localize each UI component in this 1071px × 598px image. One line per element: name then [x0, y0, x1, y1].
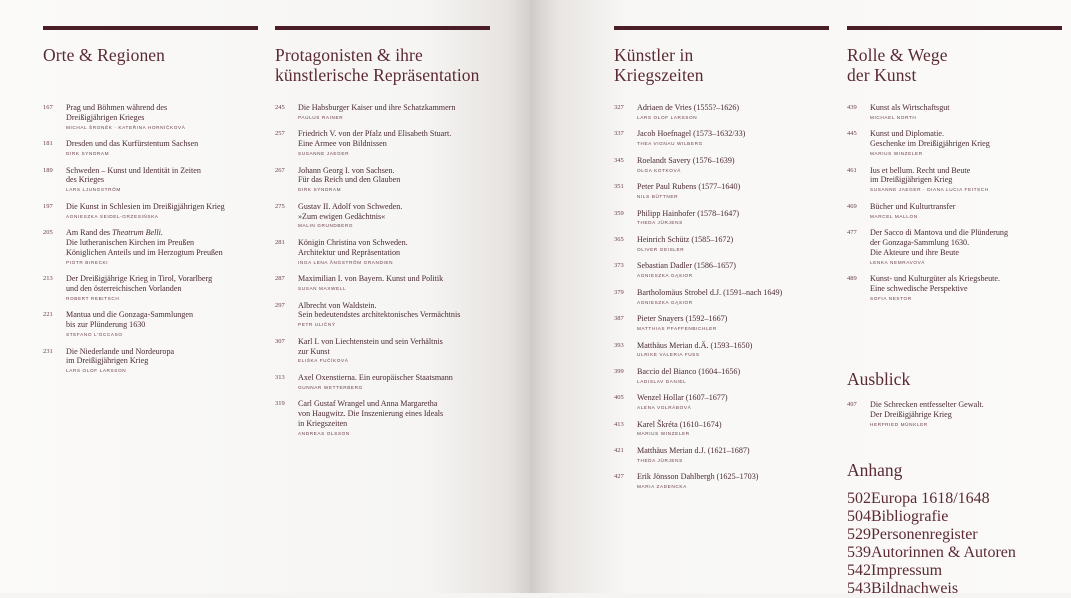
entry-title: Bücher und Kulturtransfer	[870, 201, 956, 211]
page-number: 379	[614, 288, 624, 296]
toc-entry[interactable]	[43, 228, 258, 264]
entry-title: Impressum	[871, 562, 943, 579]
section-heading: Rolle & Wege der Kunst	[847, 45, 948, 85]
page-number: 267	[275, 166, 285, 174]
toc-entry[interactable]	[614, 288, 829, 305]
entry-title: Bartholomäus Strobel d.J. (1591–nach 1649)	[637, 287, 783, 297]
page-number: 197	[43, 202, 53, 210]
entry-author: LENKA NEMRAVOVÁ	[870, 259, 926, 265]
toc-entry[interactable]	[847, 228, 1062, 264]
toc-entry[interactable]	[847, 202, 1062, 219]
toc-column-kuenstler	[614, 26, 829, 490]
anhang-item[interactable]	[847, 544, 1016, 562]
toc-entry[interactable]	[614, 129, 829, 146]
page-number: 399	[614, 367, 624, 375]
entry-author: LARS OLOF LARSSON	[66, 368, 127, 374]
section-heading: Anhang	[847, 460, 903, 480]
entry-author: OLIVER GEISLER	[637, 246, 685, 252]
anhang-list	[847, 490, 1016, 598]
entry-title: Europa 1618/1648	[871, 490, 990, 507]
toc-entry[interactable]	[614, 446, 829, 463]
entry-title: Axel Oxenstierna. Ein europäischer Staatsmann	[298, 372, 453, 382]
entry-author: ELIŠKA FUČÍKOVÁ	[298, 358, 349, 364]
entry-author: MARIA ZADENCKA	[637, 484, 687, 490]
entry-title: Der Dreißigjährige Krieg in Tirol, Vorarlberg und den österreichischen Vorlanden	[66, 274, 213, 293]
page-number: 275	[275, 202, 285, 210]
entry-author: ROBERT REBITSCH	[66, 295, 120, 301]
entry-author: AGNIESZKA GĄSIOR	[637, 273, 693, 279]
toc-entry[interactable]	[275, 301, 490, 328]
entry-title: Personenregister	[871, 526, 978, 543]
entry-author: DIRK SYNDRAM	[298, 187, 342, 193]
section-heading: Protagonisten & ihre künstlerische Repräsentation	[275, 45, 480, 85]
toc-entry[interactable]	[43, 310, 258, 337]
section-heading: Orte & Regionen	[43, 45, 166, 65]
toc-entry[interactable]	[847, 129, 1062, 156]
page-number: 504	[847, 508, 871, 525]
entry-title: Kunst- und Kulturgüter als Kriegsbeute. Eine schwedische Perspektive	[870, 274, 1001, 293]
page-number: 307	[275, 337, 285, 345]
section-heading: Ausblick	[847, 369, 911, 389]
entry-author: HERFRIED MÜNKLER	[870, 421, 928, 427]
page-number: 373	[614, 262, 624, 270]
entry-title: Friedrich V. von der Pfalz und Elisabeth Stuart. Eine Armee von Bildnissen	[298, 129, 452, 149]
entry-title: Albrecht von Waldstein. Sein bedeutendstes architektonisches Vermächtnis	[298, 300, 461, 320]
entry-title: Adriaen de Vries (1555?–1626)	[637, 103, 740, 112]
entry-title: Dresden und das Kurfürstentum Sachsen	[66, 139, 199, 149]
entry-title: Bildnachweis	[871, 580, 959, 597]
toc-entry[interactable]	[275, 103, 490, 120]
entry-title: Die Habsburger Kaiser und ihre Schatzkammern	[298, 103, 456, 112]
entry-author: INGA LENA ÅNGSTRÖM GRANDIEN	[298, 259, 394, 265]
section-heading: Künstler in Kriegszeiten	[614, 45, 704, 85]
page-number: 213	[43, 275, 53, 283]
toc-entry[interactable]	[275, 399, 490, 435]
entry-title: Karel Škréta (1610–1674)	[637, 419, 722, 429]
entry-title: Pieter Snayers (1592–1667)	[637, 314, 728, 324]
entry-author: DIRK SYNDRAM	[66, 150, 110, 156]
entry-title: Philipp Hainhofer (1578–1647)	[637, 208, 740, 218]
entry-author: MATTHIAS PFAFFENBICHLER	[637, 325, 717, 331]
entry-title: Die Niederlande und Nordeuropa im Dreißigjährigen Krieg	[66, 346, 175, 366]
page-number: 502	[847, 490, 871, 507]
toc-entry[interactable]	[614, 156, 829, 173]
page-number: 477	[847, 229, 857, 237]
entry-title: Autorinnen & Autoren	[871, 544, 1016, 561]
toc-column-orte	[43, 26, 258, 374]
toc-entry[interactable]	[847, 400, 984, 427]
toc-entry[interactable]	[275, 202, 490, 229]
section-rule	[847, 26, 1062, 30]
toc-entry[interactable]	[43, 103, 258, 130]
entry-title: Maximilian I. von Bayern. Kunst und Politik	[298, 274, 444, 284]
toc-entry[interactable]	[614, 314, 829, 331]
entry-title: Prag und Böhmen während des Dreißigjährigen Krieges	[66, 103, 168, 122]
entry-author: LARS LJUNGSTRÖM	[66, 187, 121, 193]
entry-author: ALENA VOLRÁBOVÁ	[637, 405, 692, 411]
entry-title: Bibliografie	[871, 508, 949, 525]
entry-title: Schweden – Kunst und Identität in Zeiten des Krieges	[66, 165, 201, 185]
page-number: 421	[614, 447, 624, 455]
entry-title: Peter Paul Rubens (1577–1640)	[637, 182, 741, 192]
entry-title: Ius et bellum. Recht und Beute im Dreißigjährigen Krieg	[870, 165, 971, 185]
page-number: 461	[847, 166, 857, 174]
entry-author: SUSANNE JAEGER	[298, 150, 350, 156]
entry-title: Carl Gustaf Wrangel und Anna Margaretha von Haugwitz. Die Inszenierung eines Ideals in Kriegszeiten	[298, 399, 444, 428]
page-number: 313	[275, 373, 285, 381]
page-number: 221	[43, 311, 53, 319]
toc-entry[interactable]	[43, 347, 258, 374]
anhang-item[interactable]	[847, 490, 1016, 508]
entry-title	[66, 228, 258, 257]
toc-entry[interactable]	[614, 182, 829, 199]
toc-entry[interactable]	[275, 274, 490, 291]
entry-title-italic: Theatrum Belli.	[112, 228, 163, 238]
page-number: 319	[275, 400, 285, 408]
page-number: 281	[275, 238, 285, 246]
entry-author: SUSAN MAXWELL	[298, 285, 347, 291]
page-number: 231	[43, 347, 53, 355]
page-number: 167	[43, 104, 53, 111]
toc-entry[interactable]	[43, 202, 258, 219]
entry-author: MARCEL MALLON	[870, 213, 918, 219]
entry-title: Johann Georg I. von Sachsen. Für das Reich und den Glauben	[298, 165, 401, 185]
entries-list	[847, 103, 1062, 310]
page-number: 497	[847, 401, 857, 408]
toc-entry[interactable]	[275, 373, 490, 390]
entry-title: Königin Christina von Schweden. Architektur und Repräsentation	[298, 237, 408, 257]
toc-entry[interactable]	[614, 367, 829, 384]
entry-author: STEFANO L'OCCASO	[66, 331, 123, 337]
page-number: 529	[847, 526, 871, 543]
page-number: 469	[847, 202, 857, 210]
entry-title: Karl I. von Liechtenstein und sein Verhältnis zur Kunst	[298, 336, 443, 356]
entry-author: AGNIESZKA SEIDEL-GRZESIŃSKA	[66, 213, 159, 219]
entry-title-rest: Die lutheranischen Kirchen im Preußen Königlichen Anteils und im Herzogtum Preußen	[66, 237, 223, 257]
entries-list	[275, 103, 490, 445]
entry-author: SOFIA NESTOR	[870, 295, 912, 301]
toc-entry[interactable]	[847, 103, 1062, 120]
page-number: 489	[847, 275, 857, 283]
entries-list	[43, 103, 258, 383]
anhang-item[interactable]	[847, 580, 1016, 598]
page-number: 542	[847, 562, 871, 579]
entry-title: Gustav II. Adolf von Schweden. »Zum ewigen Gedächtnis«	[298, 201, 403, 221]
entry-title: Wenzel Hollar (1607–1677)	[637, 393, 728, 403]
toc-entry[interactable]	[614, 472, 829, 489]
section-rule	[43, 26, 258, 30]
entry-author: ULRIKE VALERIA FUSS	[637, 352, 700, 358]
page-number: 427	[614, 473, 624, 481]
entry-author: THEA VIGNAU WILBERG	[637, 141, 703, 147]
toc-entry[interactable]	[847, 274, 1062, 301]
page-number: 287	[275, 275, 285, 283]
toc-entry[interactable]	[614, 103, 829, 120]
entry-title: Matthäus Merian d.Ä. (1593–1650)	[637, 340, 753, 350]
entry-title: Die Kunst in Schlesien im Dreißigjährigen Krieg	[66, 201, 225, 211]
toc-entry[interactable]	[614, 393, 829, 410]
toc-entry[interactable]	[275, 337, 490, 364]
entry-title: Roelandt Savery (1576–1639)	[637, 155, 735, 165]
section-rule	[275, 26, 490, 30]
page-number: 189	[43, 166, 53, 174]
entry-title: Mantua und die Gonzaga-Sammlungen bis zur Plünderung 1630	[66, 310, 193, 330]
toc-entry[interactable]	[614, 209, 829, 226]
entry-author: THEDA JÜRJENS	[637, 220, 683, 226]
entry-author: AGNIESZKA GĄSIOR	[637, 299, 693, 305]
toc-entry[interactable]	[43, 139, 258, 156]
entry-author: LADISLAV DANIEL	[637, 378, 687, 384]
toc-column-protagonisten	[275, 26, 490, 436]
page-number: 351	[614, 183, 624, 191]
page-number: 297	[275, 301, 285, 309]
toc-entry[interactable]	[614, 420, 829, 437]
entry-title-prefix: Am Rand des	[66, 228, 113, 238]
ausblick-section	[847, 369, 984, 436]
entry-title: Heinrich Schütz (1585–1672)	[637, 234, 734, 244]
page-number: 359	[614, 209, 624, 217]
entry-author: MARIUS WINZELER	[870, 150, 923, 156]
entry-author: THEDA JÜRJENS	[637, 457, 683, 463]
entry-author: PIOTR BIRECKI	[66, 259, 109, 265]
entry-title: Die Schrecken entfesselter Gewalt. Der Dreißigjährige Krieg	[870, 400, 984, 419]
entry-author: GUNNAR WETTERBERG	[298, 384, 363, 390]
page-number: 257	[275, 130, 285, 138]
entry-title: Kunst und Diplomatie. Geschenke im Dreißigjährigen Krieg	[870, 129, 990, 149]
page-number: 539	[847, 544, 871, 561]
entry-title: Jacob Hoefnagel (1573–1632/33)	[637, 129, 746, 139]
toc-entry[interactable]	[43, 274, 258, 301]
anhang-item[interactable]	[847, 508, 1016, 526]
entry-author: MALIN GRUNDBERG	[298, 223, 354, 229]
page-number: 387	[614, 315, 624, 323]
entry-author: MICHAL ŠRONĚK · KATEŘINA HORNÍČKOVÁ	[66, 124, 186, 130]
page-number: 337	[614, 130, 624, 138]
anhang-item[interactable]	[847, 562, 1016, 580]
toc-entry[interactable]	[847, 166, 1062, 193]
entry-author: NILS BÜTTNER	[637, 193, 679, 199]
page-number: 439	[847, 104, 857, 111]
entry-title: Kunst als Wirtschaftsgut	[870, 103, 950, 112]
toc-entry[interactable]	[275, 129, 490, 156]
page-number: 365	[614, 235, 624, 243]
page-number: 413	[614, 420, 624, 428]
entry-title: Sebastian Dadler (1586–1657)	[637, 261, 736, 271]
section-rule	[614, 26, 829, 30]
entry-author: PAULUS RAINER	[298, 114, 344, 120]
toc-entry[interactable]	[275, 238, 490, 265]
page-number: 327	[614, 104, 624, 111]
page-number: 345	[614, 156, 624, 164]
toc-entry[interactable]	[614, 341, 829, 358]
page-number: 181	[43, 140, 53, 148]
anhang-item[interactable]	[847, 526, 1016, 544]
entry-author: MARIUS WINZELER	[637, 431, 690, 437]
toc-entry[interactable]	[43, 166, 258, 193]
entry-title: Matthäus Merian d.J. (1621–1687)	[637, 446, 750, 456]
page-number: 245	[275, 104, 285, 111]
anhang-section	[847, 460, 1016, 598]
page-number: 405	[614, 394, 624, 402]
entry-author: LARS OLOF LARSSON	[637, 114, 698, 120]
page-number: 393	[614, 341, 624, 349]
toc-entry[interactable]	[614, 235, 829, 252]
entry-author: MICHAEL NORTH	[870, 114, 917, 120]
entry-author: PETR ULIČNÝ	[298, 322, 336, 328]
entry-title: Der Sacco di Mantova und die Plünderung der Gonzaga-Sammlung 1630. Die Akteure und ihre Beute	[870, 228, 1009, 257]
toc-entry[interactable]	[614, 261, 829, 278]
entry-author: SUSANNE JAEGER · DIANA LUCIA FEITSCH	[870, 187, 989, 193]
page-number: 205	[43, 229, 53, 237]
toc-column-rolle	[847, 26, 1062, 597]
page-number: 543	[847, 580, 871, 597]
entry-author: OLGA KOTKOVÁ	[637, 167, 681, 173]
entry-title: Erik Jönsson Dahlbergh (1625–1703)	[637, 472, 759, 482]
entry-author: ANDREAS OLSSON	[298, 430, 350, 436]
entry-title: Baccio del Bianco (1604–1656)	[637, 366, 741, 376]
page-number: 445	[847, 130, 857, 138]
toc-entry[interactable]	[275, 166, 490, 193]
entries-list	[614, 103, 829, 499]
